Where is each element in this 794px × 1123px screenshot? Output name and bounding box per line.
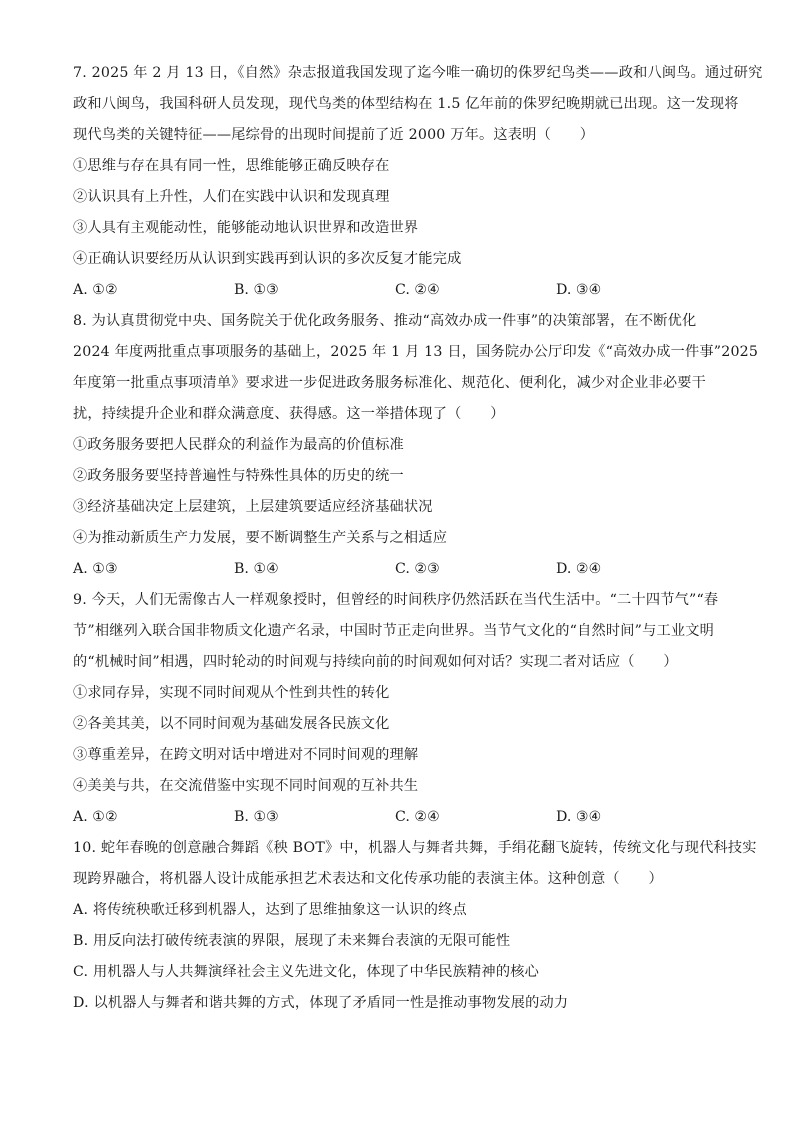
option-d: D. 以机器人与舞者和谐共舞的方式，体现了矛盾同一性是推动事物发展的动力 <box>73 995 569 1011</box>
question-stem-line: 9. 今天，人们无需像古人一样观象授时，但曾经的时间秩序仍然活跃在当代生活中。“二十四节气”“春 <box>73 592 719 608</box>
exam-page <box>73 58 763 1019</box>
answer-options <box>73 802 723 833</box>
question-stem-line: 的“机械时间”相遇，四时轮动的时间观与持续向前的时间观如何对话？实现二者对话应（ ） <box>73 654 678 670</box>
statement-1: ①求同存异，实现不同时间观从个性到共性的转化 <box>73 685 390 701</box>
option-a: A. ①③ <box>73 561 118 577</box>
option-c: C. ②④ <box>395 282 440 298</box>
statement-3: ③尊重差异，在跨文明对话中增进对不同时间观的理解 <box>73 747 419 763</box>
question-10 <box>73 833 757 1019</box>
question-stem-line: 现跨界融合，将机器人设计成能承担艺术表达和文化传承功能的表演主体。这种创意（ ） <box>73 871 663 887</box>
option-d: D. ③④ <box>556 282 602 298</box>
statement-2: ②政务服务要坚持普遍性与特殊性具体的历史的统一 <box>73 468 404 484</box>
option-b: B. ①③ <box>234 809 279 825</box>
question-stem-line: 年度第一批重点事项清单》要求进一步促进政务服务标准化、规范化、便利化，减少对企业非必要干 <box>73 375 707 391</box>
option-a: A. 将传统秧歌迁移到机器人，达到了思维抽象这一认识的终点 <box>73 902 467 918</box>
question-stem-line: 政和八闽鸟，我国科研人员发现，现代鸟类的体型结构在 1.5 亿年前的侏罗纪晚期就已出现。这一发现将 <box>73 96 739 112</box>
question-stem-line: 扰，持续提升企业和群众满意度、获得感。这一举措体现了（ ） <box>73 406 505 422</box>
statement-3: ③经济基础决定上层建筑，上层建筑要适应经济基础状况 <box>73 499 433 515</box>
question-7 <box>73 58 763 306</box>
question-stem-line: 10. 蛇年春晚的创意融合舞蹈《秧 BOT》中，机器人与舞者共舞，手绢花翻飞旋转，传统文化与现代科技实 <box>73 840 757 856</box>
option-b: B. ①④ <box>234 561 279 577</box>
answer-options <box>73 275 723 306</box>
statement-4: ④正确认识要经历从认识到实践再到认识的多次反复才能完成 <box>73 251 462 267</box>
question-stem-line: 2024 年度两批重点事项服务的基础上，2025 年 1 月 13 日，国务院办公厅印发《“高效办成一件事”2025 <box>73 344 759 360</box>
option-d: D. ③④ <box>556 809 602 825</box>
statement-1: ①政务服务要把人民群众的利益作为最高的价值标准 <box>73 437 404 453</box>
statement-3: ③人具有主观能动性，能够能动地认识世界和改造世界 <box>73 220 419 236</box>
statement-4: ④为推动新质生产力发展，要不断调整生产关系与之相适应 <box>73 530 448 546</box>
question-stem-line: 节”相继列入联合国非物质文化遗产名录，中国时节正走向世界。当节气文化的“自然时间”与工业文明 <box>73 623 715 639</box>
option-d: D. ②④ <box>556 561 602 577</box>
answer-options <box>73 554 723 585</box>
option-b: B. ①③ <box>234 282 279 298</box>
question-stem-line: 现代鸟类的关键特征——尾综骨的出现时间提前了近 2000 万年。这表明（ ） <box>73 127 595 143</box>
option-c: C. 用机器人与人共舞演绎社会主义先进文化，体现了中华民族精神的核心 <box>73 964 539 980</box>
question-stem-line: 7. 2025 年 2 月 13 日，《自然》杂志报道我国发现了迄今唯一确切的侏罗纪鸟类——政和八闽鸟。通过研究 <box>73 65 763 81</box>
option-c: C. ②③ <box>395 561 440 577</box>
statement-4: ④美美与共，在交流借鉴中实现不同时间观的互补共生 <box>73 778 419 794</box>
option-a: A. ①② <box>73 809 118 825</box>
question-stem-line: 8. 为认真贯彻党中央、国务院关于优化政务服务、推动“高效办成一件事”的决策部署，在不断优化 <box>73 313 697 329</box>
question-8 <box>73 306 759 585</box>
statement-2: ②各美其美，以不同时间观为基础发展各民族文化 <box>73 716 390 732</box>
option-a: A. ①② <box>73 282 118 298</box>
statement-1: ①思维与存在具有同一性，思维能够正确反映存在 <box>73 158 390 174</box>
question-9 <box>73 585 723 833</box>
option-b: B. 用反向法打破传统表演的界限，展现了未来舞台表演的无限可能性 <box>73 933 511 949</box>
option-c: C. ②④ <box>395 809 440 825</box>
statement-2: ②认识具有上升性，人们在实践中认识和发现真理 <box>73 189 390 205</box>
